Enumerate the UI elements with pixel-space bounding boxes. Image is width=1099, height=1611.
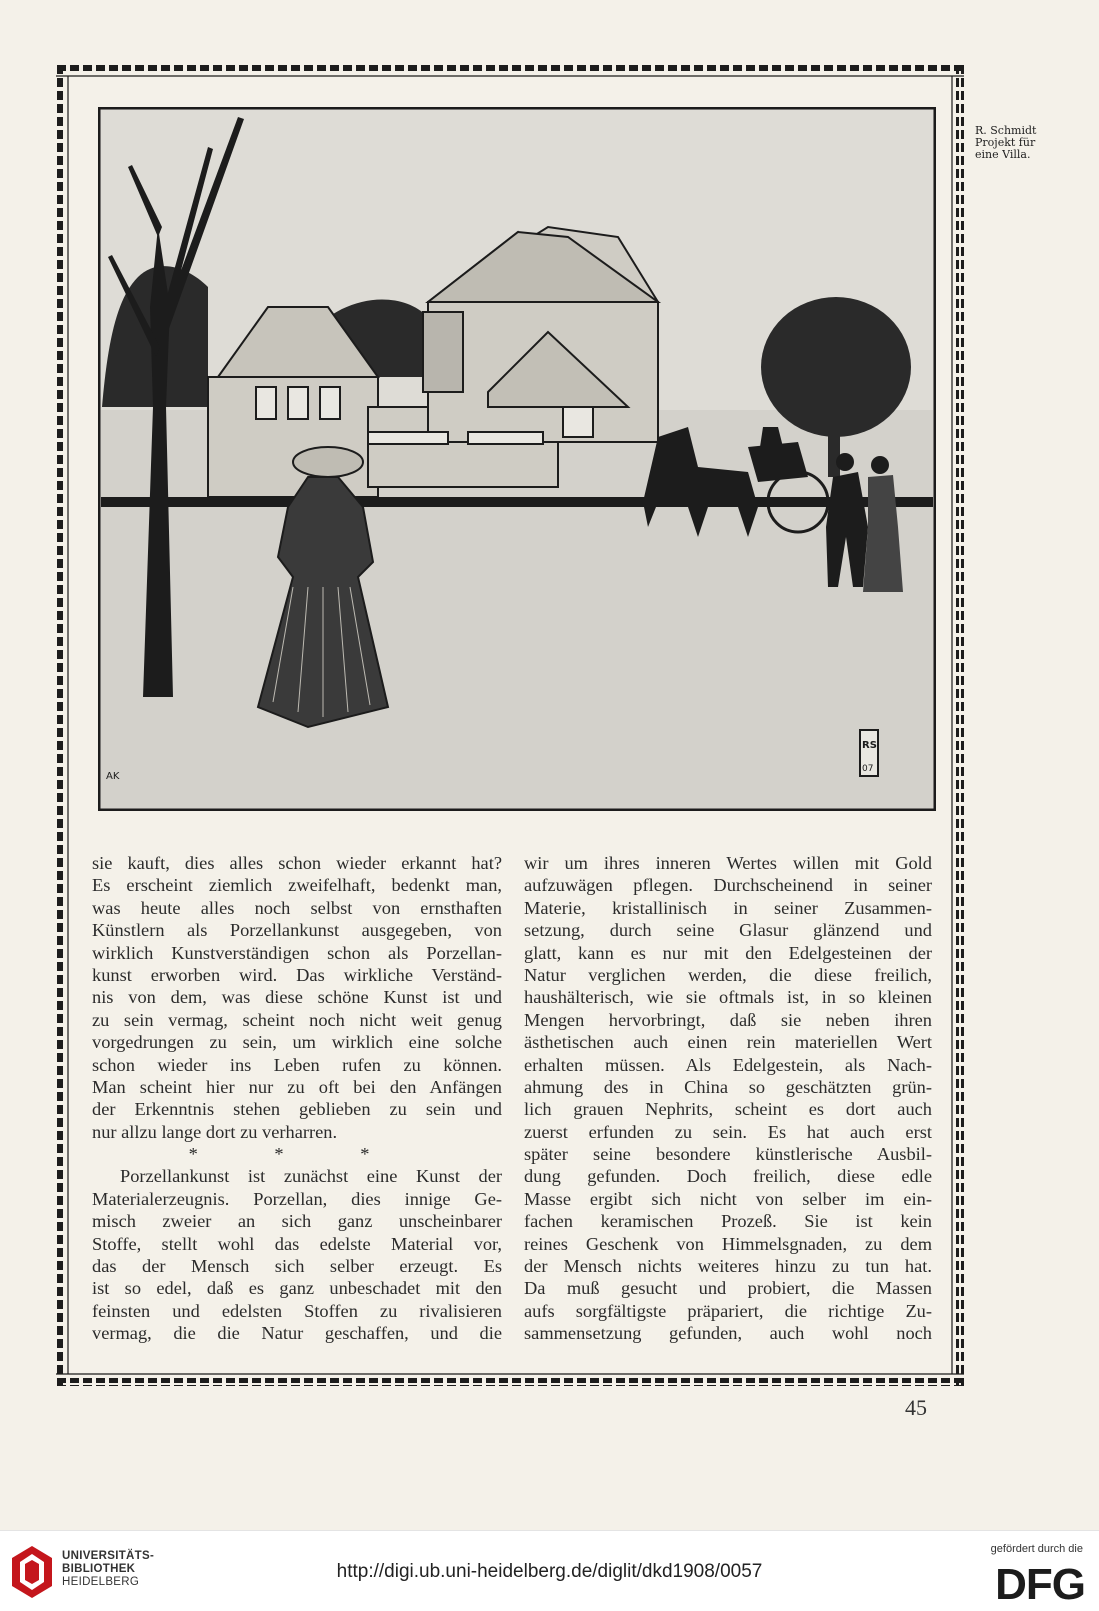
text-line: Künstlern als Porzellankunst ausgegeben, von: [92, 920, 502, 941]
text-line: sie kauft, dies alles schon wieder erkannt hat?: [92, 853, 502, 873]
dfg-logo[interactable]: [965, 1561, 1085, 1603]
text-line: kunst erworben wird. Das wirkliche Verständ-: [92, 964, 502, 985]
text-line: sammensetzung gefunden, auch wohl noch: [524, 1323, 932, 1344]
text-line: ästhetischen auch einen rein materiellen Wert: [524, 1032, 932, 1053]
text-line: Natur verglichen werden, die diese freilich,: [524, 964, 932, 985]
text-line: aufs sorgfältigste präpariert, die richtige Zu-: [524, 1300, 932, 1321]
caption-title-line: Projekt für: [975, 136, 1036, 149]
artist-monogram-right: RS: [862, 740, 877, 751]
text-line: feinsten und edelsten Stoffen zu rivalisieren: [92, 1300, 502, 1321]
villa-street-illustration: [98, 107, 936, 811]
text-line: vorgedrungen zu sein, um wirklich eine solche: [92, 1032, 502, 1053]
text-line: ahmung des in China so geschätzten grün-: [524, 1076, 932, 1097]
caption-artist: R. Schmidt: [975, 124, 1037, 137]
text-line: der Erkenntnis stehen geblieben zu sein und: [92, 1099, 502, 1120]
text-column-left: [92, 852, 502, 1345]
text-line: Porzellankunst ist zunächst eine Kunst der: [120, 1166, 502, 1187]
svg-text:DFG: DFG: [995, 1561, 1085, 1603]
page-number: 45: [905, 1395, 927, 1420]
artist-monogram-left: AK: [106, 771, 120, 782]
text-line: Materialerzeugnis. Porzellan, dies innige Ge-: [92, 1188, 502, 1209]
text-line: später seine besondere künstlerische Ausbil-: [524, 1144, 932, 1165]
text-line: schon wieder ins Leben rufen zu können.: [92, 1054, 502, 1075]
text-line: wirklich Kunstverständigen schon als Porzellan-: [92, 942, 502, 963]
text-line: glatt, kann es nur mit den Edelgesteinen der: [524, 942, 932, 963]
artist-monogram-year: 07: [862, 764, 874, 774]
text-line: nis von dem, was diese schöne Kunst ist und: [92, 987, 502, 1008]
text-line: ist so edel, daß es ganz unbeschadet mit den: [92, 1278, 502, 1299]
section-separator: * * *: [188, 1144, 406, 1165]
text-line: dung gefunden. Doch freilich, diese edle: [524, 1166, 932, 1187]
caption-title-line: eine Villa.: [975, 148, 1031, 161]
text-line: Masse ergibt sich nicht von selber im ein-: [524, 1188, 932, 1209]
text-line: vermag, die die Natur geschaffen, und die: [92, 1323, 502, 1344]
text-line: zu sein vermag, scheint noch nicht weit genug: [92, 1009, 502, 1030]
library-name-line: UNIVERSITÄTS-: [62, 1550, 155, 1562]
text-line: Materie, kristallinisch in seiner Zusammen-: [524, 897, 932, 918]
text-line: der Mensch nichts weiteres hinzu zu tun hat.: [524, 1256, 932, 1277]
text-line: aufzuwägen pflegen. Durchscheinend in seiner: [524, 875, 932, 896]
text-column-right: [524, 852, 932, 1345]
text-line: haushälterisch, wie sie oftmals ist, in so kleinen: [524, 987, 932, 1008]
funding-note: gefördert durch die: [990, 1543, 1083, 1555]
text-line: Da muß gesucht und probiert, die Massen: [524, 1278, 932, 1299]
text-line: wir um ihres inneren Wertes willen mit Gold: [524, 853, 932, 873]
text-line: fachen keramischen Prozeß. Sie ist kein: [524, 1211, 932, 1232]
text-line: Man scheint hier nur zu oft bei den Anfängen: [92, 1076, 502, 1097]
permalink-url[interactable]: http://digi.ub.uni-heidelberg.de/diglit/dkd1908/0057: [336, 1561, 763, 1582]
text-line: Mengen hervorbringt, daß sie neben ihren: [524, 1009, 932, 1030]
figure-caption: [975, 125, 1085, 161]
text-line: misch zweier an sich ganz unscheinbarer: [92, 1211, 502, 1232]
text-line: Stoffe, stellt wohl das edelste Material vor,: [92, 1233, 502, 1254]
text-line: reines Geschenk von Himmelsgnaden, zu dem: [524, 1233, 932, 1254]
text-line: zuerst erfunden zu sein. Es hat auch erst: [524, 1121, 932, 1142]
library-name-line: BIBLIOTHEK: [62, 1563, 136, 1575]
viewer-footer: [0, 1530, 1099, 1611]
text-line: Es erscheint ziemlich zweifelhaft, bedenkt man,: [92, 875, 502, 896]
text-line: nur allzu lange dort zu verharren.: [92, 1121, 338, 1142]
text-line: setzung, durch seine Glasur glänzend und: [524, 920, 932, 941]
text-line: was heute alles noch selbst von ernsthaften: [92, 897, 502, 918]
text-line: das der Mensch sich selber erzeugt. Es: [92, 1256, 502, 1277]
text-line: lich grauen Nephrits, scheint es dort auch: [524, 1099, 932, 1120]
text-line: erhalten müssen. Als Edelgestein, als Nach-: [524, 1054, 932, 1075]
library-name-line: HEIDELBERG: [62, 1576, 140, 1588]
